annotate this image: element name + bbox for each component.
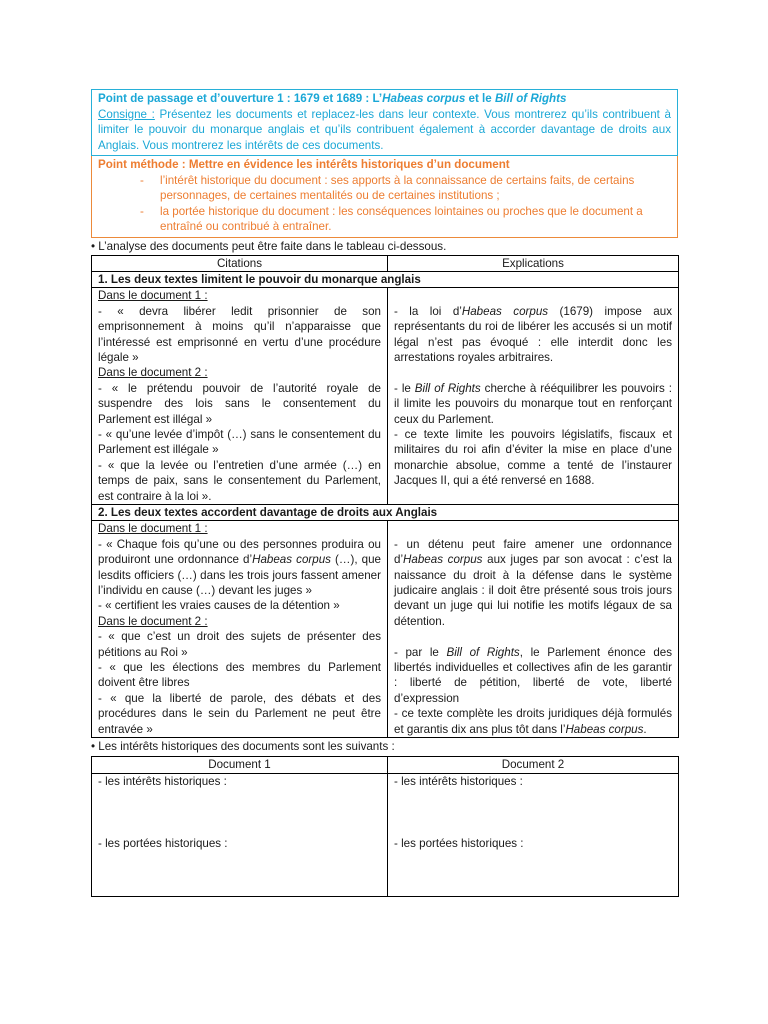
table-row [92, 288, 679, 505]
point-methode-title: Point méthode : Mettre en évidence les intérêts historiques d’un document [98, 158, 510, 171]
text: - ce texte complète les droits juridiques déjà formulés et garantis dix ans plus tôt dans l’ [394, 707, 672, 736]
item-text: la portée historique du document : les conséquences lointaines ou proches que le document a entraîné ou contribué à entraîner. [160, 204, 643, 233]
header-explications: Explications [388, 255, 679, 271]
doc2-label: Dans le document 2 : [98, 614, 208, 628]
italic-text: Habeas corpus [252, 553, 331, 567]
section2-explications [388, 521, 679, 738]
document-2-cell [388, 773, 679, 896]
text: (1679) impose aux représentants du roi de libérer les accusés si un motif légal n’est pas évoqué : elle interdit donc les arrestations royales arbitraires. [394, 304, 673, 364]
citation: - « que c’est un droit des sujets de présenter des pétitions au Roi » [98, 630, 381, 659]
doc1-label: Dans le document 1 : [98, 289, 208, 303]
citation: - « le prétendu pouvoir de l’autorité royale de suspendre des lois sans le consentement du Parlement est illégal » [98, 381, 381, 426]
document-1-cell [92, 773, 388, 896]
text: - le [394, 381, 415, 395]
section1-title: 1. Les deux textes limitent le pouvoir du monarque anglais [92, 271, 679, 287]
header-document-1: Document 1 [92, 757, 388, 773]
portees-label: - les portées historiques : [98, 836, 228, 850]
citation: - « qu’une levée d’impôt (…) sans le consentement du Parlement est illégale » [98, 427, 381, 457]
point-passage-title [98, 91, 671, 107]
text: - par le [394, 645, 447, 659]
section-row [92, 271, 679, 287]
spacer [394, 629, 672, 644]
explication [394, 706, 672, 737]
text: . [643, 722, 647, 736]
section1-explications [388, 288, 679, 505]
citation: - « que les élections des membres du Parlement doivent être libres [98, 661, 381, 690]
consigne-label: Consigne : [98, 107, 155, 121]
citation [98, 537, 381, 599]
text: - un détenu peut faire amener une ordonnance d’ [394, 537, 672, 567]
interets-label: - les intérêts historiques : [394, 774, 523, 788]
interets-table [91, 756, 679, 896]
section-row [92, 505, 679, 521]
list-item [98, 173, 671, 204]
explication [394, 537, 672, 629]
explication [394, 645, 672, 707]
title-mid: et le [465, 92, 495, 105]
italic-text: Habeas corpus [403, 553, 483, 567]
page [91, 89, 678, 897]
point-methode-list [98, 173, 671, 235]
explication [394, 381, 672, 427]
citation: - « devra libérer ledit prisonnier de son emprisonnement à moins qu’il n’apparaisse que l’intéressé est emprisonné en vertu d’une procédure légale » [98, 304, 381, 364]
list-item [98, 204, 671, 235]
consigne-text: Présentez les documents et replacez-les dans leur contexte. Vous montrerez qu’ils contribuent à limiter le pouvoir du monarque anglais et qu’ils contribuent également à accorder davantage de droits aux Anglais. Vous montrerez les intérêts de ces documents. [98, 107, 671, 152]
point-methode-box [91, 156, 678, 238]
doc1-label: Dans le document 1 : [98, 522, 208, 536]
italic-text: Bill of Rights [414, 381, 481, 395]
text: cherche à rééquilibrer les pouvoirs : il limite les pouvoirs du monarque tout en renforçant ceux du Parlement. [394, 381, 672, 426]
doc2-label: Dans le document 2 : [98, 366, 208, 380]
table-row [92, 773, 679, 896]
analysis-table [91, 255, 679, 739]
title-italic-bill: Bill of Rights [494, 92, 567, 105]
text: aux juges par son avocat : c’est la naissance du droit à la défense dans le système judicaire anglais : il doit être présenté sous trois jours devant un juge qui lui notifie les motifs légaux de sa détention. [394, 553, 672, 628]
text: - la loi d’ [394, 304, 462, 318]
citation: - « que la levée ou l’entretien d’une armée (…) en temps de paix, sans le consentement du Parlement, est contraire à la loi ». [98, 458, 381, 503]
interets-label: - les intérêts historiques : [98, 774, 227, 788]
citation: - « certifient les vraies causes de la détention » [98, 599, 340, 613]
point-passage-box [91, 89, 678, 156]
table-row [92, 521, 679, 738]
table-header-row [92, 757, 679, 773]
text: - « Chaque fois qu’une ou des personnes produira ou produiront une ordonnance d’ [98, 537, 381, 567]
explication: - ce texte limite les pouvoirs législatifs, fiscaux et militaires du roi afin d’éviter la mise en place d’une monarchie absolue, comme a tenté de l’instaurer Jacques II, qui a été renversé en 1688. [394, 427, 672, 488]
dash: - [140, 173, 144, 187]
intro-analyse: • L’analyse des documents peut être faite dans le tableau ci-dessous. [91, 239, 447, 253]
portees-label: - les portées historiques : [394, 836, 524, 850]
spacer [394, 288, 672, 303]
spacer [394, 365, 672, 380]
section2-citations [92, 521, 388, 738]
section2-title: 2. Les deux textes accordent davantage de droits aux Anglais [92, 505, 679, 521]
intro-interets: • Les intérêts historiques des documents sont les suivants : [91, 740, 395, 754]
title-italic-habeas: Habeas corpus [382, 92, 466, 105]
header-citations: Citations [92, 255, 388, 271]
header-document-2: Document 2 [388, 757, 679, 773]
table-header-row [92, 255, 679, 271]
explication [394, 304, 672, 366]
text: (…), que lesdits officiers (…) dans les trois jours fassent amener l’individu en cause (…) devant les juges » [98, 553, 382, 598]
italic-text: Habeas corpus [565, 722, 644, 736]
dash: - [140, 204, 144, 218]
spacer [98, 789, 381, 836]
spacer [394, 789, 672, 836]
item-text: l’intérêt historique du document : ses apports à la connaissance de certains faits, de certains personnages, de certaines mentalités ou de certaines institutions ; [160, 173, 635, 202]
italic-text: Habeas corpus [461, 304, 549, 318]
spacer [394, 521, 672, 536]
italic-text: Bill of Rights [446, 645, 520, 659]
citation: - « que la liberté de parole, des débats et des procédures dans le sein du Parlement ne peut être entravée » [98, 691, 381, 736]
title-prefix: Point de passage et d’ouverture 1 : 1679 et 1689 : L’ [98, 92, 383, 105]
consigne [98, 107, 671, 154]
section1-citations [92, 288, 388, 505]
text: , le Parlement énonce des libertés individuelles et collectives afin de les garantir : liberté de pétition, liberté de vote, liberté d’expression [394, 645, 673, 705]
